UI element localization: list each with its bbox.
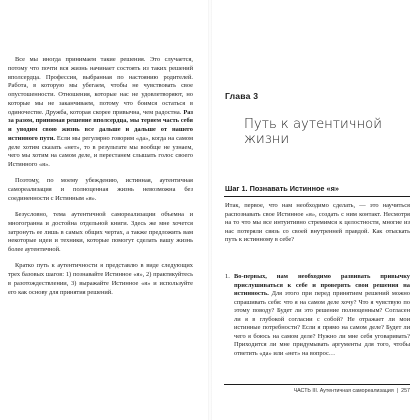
- list-item: [225, 273, 410, 358]
- page-number: 257: [401, 388, 410, 394]
- right-page: [224, 0, 412, 420]
- chapter-title: Путь к аутентичной жизни: [244, 117, 382, 147]
- left-page: [8, 56, 193, 305]
- right-intro-paragraph: Итак, первое, что нам необходимо сделать, — это научиться распознавать свое Истинное «я», создать с ним контакт. Несмотря на то что мы все интуитивно стремимся к целостности, многие из нас потеряли связь со своей внутренней правдой. Как отыскать путь к истинному в себе?: [225, 202, 410, 243]
- chapter-label: Глава 3: [225, 91, 259, 101]
- list-item-number: 1.: [225, 273, 230, 280]
- left-paragraph-2: Поэтому, по моему убеждению, истинная, аутентичная самореализация и полноценная жизнь невозможна без соединенности с Истинным «я».: [8, 177, 193, 202]
- left-paragraph-3: Безусловно, тема аутентичной самореализации объемна и многогранна и достойна отдельной книги. Здесь же мне хочется затронуть ее лишь в самых общих чертах, а также предложить вам некоторые идеи и техники, которые помогут сделать вашу жизнь более аутентичной.: [8, 211, 193, 253]
- footer-rule: [224, 384, 410, 385]
- list-item-bold: Во-первых, нам необходимо развивать привычку прислушиваться к себе и проверять свои решения на истинность.: [234, 273, 410, 297]
- left-paragraph-1: Все мы иногда принимаем такие решения. Это случается, потому что почти вся жизнь начинает состоять из таких решений вполсердца. Профессия, выбранная по настоянию родителей. Работа, в которую мы убегаем, чтобы не чувствовать свое опустошенности. Отношения, которые нас не удовлетворяют, но которые мы не заканчиваем, потому что боимся остаться в одиночестве. Дружба, которая скорее привычна, чем радостна. Раз за разом, принимая решение вполсердца, мы теряем часть себя и уводим свою жизнь все дальше и дальше от нашего истинного пути. Если мы регулярно говорим «да», когда на самом деле хотим сказать «нет», то в результате мы вообще не узнаем, чего мы хотим на самом деле, и перестанем слышать голос своего Истинного «я».: [8, 56, 193, 168]
- step-heading: Шаг 1. Познавать Истинное «я»: [225, 184, 339, 193]
- footer-separator: |: [396, 388, 399, 394]
- footer-part-label: ЧАСТЬ III. Аутентичная самореализация: [293, 388, 394, 394]
- list-item-text: Для этого при перед принятием решений можно спрашивать себя: что я на самом деле хочу? Что я чувствую по этому поводу? Будет ли это решение полноценным? Согласен ли я в глубокой согласии с собой? Не отражает ли мои истинные потребности? Если я прямо на самом деле? Будет ли чего я боюсь на самом деле? Нужно ли мне себя уговаривать? Приходится ли мне придумывать аргументы для того, чтобы ответить «да» или «нет» на вопрос…: [234, 290, 410, 357]
- left-bold-statement: Раз за разом, принимая решение вполсердца, мы теряем часть себя и уводим свою жизнь все дальше и дальше от нашего истинного пути.: [8, 108, 193, 142]
- book-gutter: [208, 0, 212, 420]
- left-paragraph-4: Кратко путь к аутентичности я представлю в виде следующих трех базовых шагов: 1) познавайте Истинное «я», 2) практикуйтесь в разотождествлении, 3) выражайте Истинное «я» и используйте его как основу для принятия решений.: [8, 262, 193, 296]
- page-footer: [276, 388, 410, 394]
- section-rule: [224, 196, 410, 197]
